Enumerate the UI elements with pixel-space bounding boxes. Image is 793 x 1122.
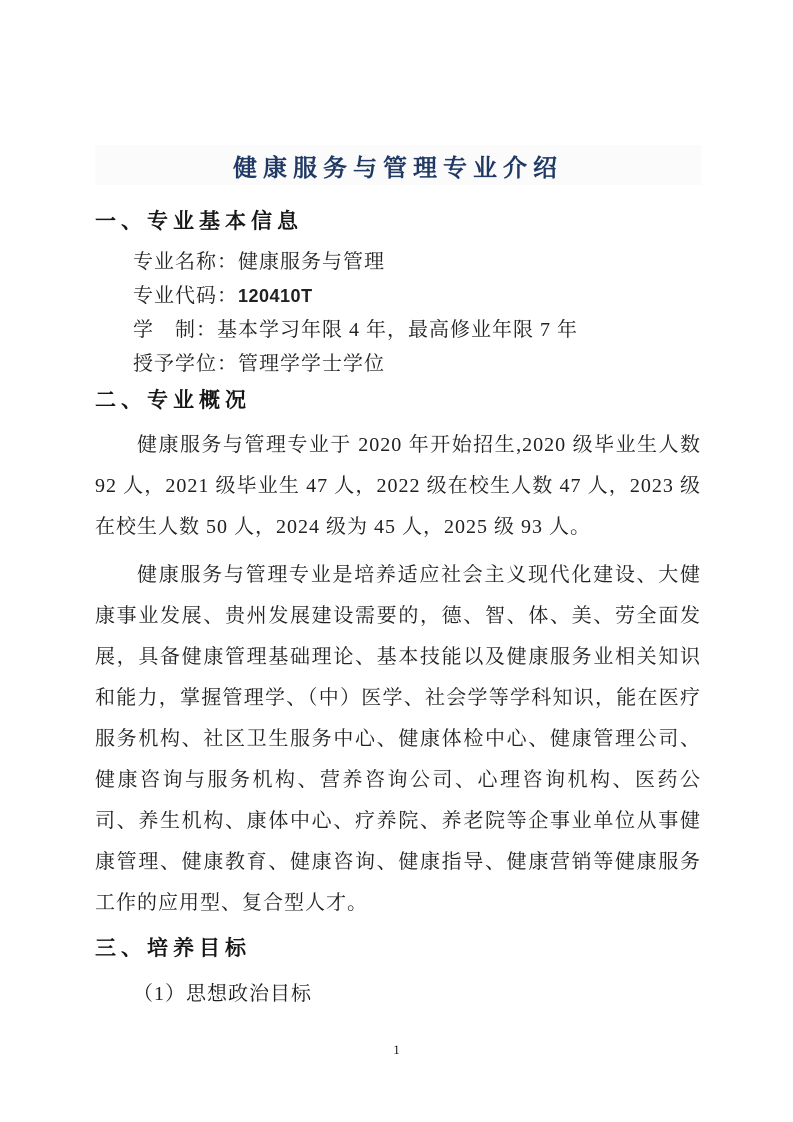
study-length-label: 学 制： (133, 319, 217, 341)
major-code-label: 专业代码： (133, 285, 238, 307)
major-name-value: 健康服务与管理 (238, 251, 385, 273)
paragraph-enrollment: 健康服务与管理专业于 2020 年开始招生,2020 级毕业生人数 92 人，2021 级毕业生 47 人，2022 级在校生人数 47 人，2023 级在校生人数 50 人，2024 级为 45 人，2025 级 93 人。 (95, 434, 701, 538)
heading-training-goals: 三、培养目标 (95, 937, 251, 960)
page-number: 1 (393, 1042, 400, 1057)
major-code-value: 120410T (238, 286, 313, 306)
degree-value: 管理学学士学位 (238, 353, 385, 375)
degree-label: 授予学位： (133, 353, 238, 375)
info-line-study-length (95, 313, 701, 347)
major-name-label: 专业名称： (133, 251, 238, 273)
title-banner (95, 145, 701, 185)
study-length-value: 基本学习年限 4 年，最高修业年限 7 年 (217, 319, 578, 341)
info-line-major-name (95, 245, 701, 279)
info-line-major-code (95, 279, 701, 313)
heading-overview: 二、专业概况 (95, 389, 251, 412)
document-content (95, 145, 701, 1009)
paragraph-description: 健康服务与管理专业是培养适应社会主义现代化建设、大健康事业发展、贵州发展建设需要的，德、智、体、美、劳全面发展，具备健康管理基础理论、基本技能以及健康服务业相关知识和能力，掌握管理学、（中）医学、社会学等学科知识，能在医疗服务机构、社区卫生服务中心、健康体检中心、健康管理公司、健康咨询与服务机构、营养咨询公司、心理咨询机构、医药公司、养生机构、康体中心、疗养院、养老院等企事业单位从事健康管理、健康教育、健康咨询、健康指导、健康营销等健康服务工作的应用型、复合型人才。 (95, 564, 701, 914)
heading-basic-info: 一、专业基本信息 (95, 210, 303, 233)
info-line-degree (95, 347, 701, 381)
sub-item-ideological-goal: （1）思想政治目标 (133, 983, 312, 1005)
document-title: 健康服务与管理专业介绍 (233, 154, 563, 182)
basic-info-list (95, 245, 701, 381)
